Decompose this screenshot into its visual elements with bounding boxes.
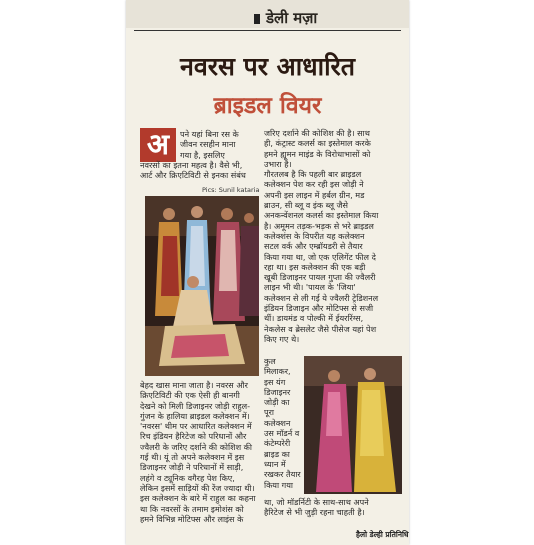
narrow-column-text: कुल मिलाकर, इस यंग डिजाइनर जोड़ी का पूरा कलेक्शन उस मॉडर्न व कंटेम्परेरी ब्राइड का ध्यान में रखकर तैयार किया गया <box>264 356 301 490</box>
intro-text-full: नवरसों का इतना महत्व है। वैसे भी, आर्ट और क्रिएटिविटी से इनका संबंध <box>140 160 246 181</box>
subheadline: ब्राइडल वियर <box>213 93 322 119</box>
closing-text: था, जो मॉडर्निटी के साथ-साथ अपने हैरिटेज से भी जुड़ी रहना चाहती है। <box>264 497 369 518</box>
saree-photo-illustration <box>304 356 402 494</box>
left-column-text: बेहद खास माना जाता है। नवरस और क्रिएटिविटी की एक ऐसी ही बानगी देखने को मिली डिजाइनर जोड़ी राहुल- गुंजन के हालिया ब्राइडल कलेक्शन में। 'नवरस' थीम पर आधारित कलेक्शन में रिच इंडियन हैरिटेज को परिधानों और ज्वैलरी के जरिए दर्शाने की कोशिश की गई थी। यूं तो अपने कलेक्शन में इस डिजाइनर जोड़ी ने परिधानों में साड़ी, लहंगे व ट्यूनिक वगैरह पेश किए, लेकिन इसमें साड़ियों की रेंज ज्यादा थी। इस कलेक्शन के बारे में राहुल का कहना था कि नवरसों के तमाम इमोशंस को हमने विभिन्न मोटिफ्स और लाइंस के <box>140 380 256 524</box>
byline: हैलो डेल्ही प्रतिनिधि <box>356 530 409 539</box>
photo-credit: Pics: Sunil kataria <box>202 186 260 194</box>
bridal-models-photo <box>145 196 259 376</box>
section-title: डेली मज़ा <box>266 9 318 27</box>
drop-cap: अ <box>140 128 176 162</box>
headline: नवरस पर आधारित <box>179 52 356 81</box>
saree-models-photo <box>304 356 402 494</box>
header-rule <box>134 30 401 31</box>
intro-text: पने यहां बिना रस के जीवन रसहीन माना गया है, इसलिए <box>180 129 239 160</box>
header-marker <box>254 14 260 24</box>
models-photo-illustration <box>145 196 259 376</box>
right-column-text: जरिए दर्शाने की कोशिश की है। साथ ही, कंट्रास्ट कलर्स का इस्तेमाल करके हमने ह्यूमन माइंड के विरोधाभासों को उभारा है। गौरतलब है कि पहली बार ब्राइडल कलेक्शन पेश कर रही इस जोड़ी ने अपनी इस लाइन में हर्बल ग्रीन, मड ब्राउन, सी ब्लू व इंक ब्लू जैसे अनकन्वेंशनल कलर्स का इस्तेमाल किया है। अमूमन तड़क-भड़क से भरे ब्राइडल कलेक्शंस के विपरीत यह कलेक्शन सटल वर्क और एम्ब्रॉयडरी से तैयार किया गया था, जो एक एलिगेंट फील दे रहा था। इस कलेक्शन की एक बड़ी खूबी डिजाइनर पायल गुप्ता की ज्वैलरी लाइन भी थी। 'पायल के 'जिया' कलेक्शन से ली गई ये ज्वैलरी ट्रेडिशनल इंडियन डिजाइन और मोटिफ्स से सजी थीं। डायमंड व पोल्की में ईयररिंग्स, नेकलेस व ब्रेसलेट जैसे पीसेज यहां पेश किए गए थे। <box>264 128 379 344</box>
section-header <box>126 0 409 28</box>
newspaper-clipping <box>126 0 409 545</box>
